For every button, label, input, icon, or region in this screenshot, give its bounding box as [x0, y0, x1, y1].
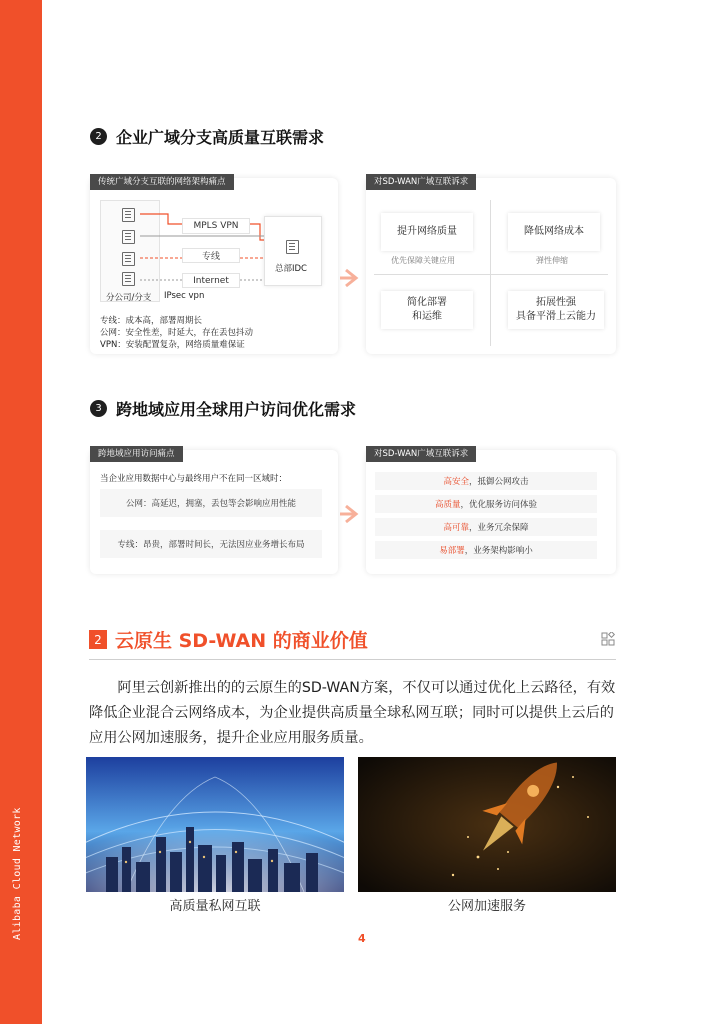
panel-tag: 对SD-WAN广域互联诉求	[366, 174, 476, 190]
city-network-photo	[86, 757, 344, 892]
requirement-item: 高可靠 ，业务冗余保障	[375, 518, 597, 536]
chapter-heading	[89, 626, 368, 653]
link-mpls-vpn: MPLS VPN	[182, 218, 250, 234]
pain-intro: 当企业应用数据中心与最终用户不在同一区域时：	[100, 474, 288, 484]
rocket-photo	[358, 757, 616, 892]
pain-item: 公网：高延迟，拥塞，丢包等会影响应用性能	[100, 489, 322, 517]
pain-note: 公网：安全性差，时延大，存在丢包抖动	[100, 328, 254, 338]
side-brand-text: Alibaba Cloud Network	[12, 807, 23, 940]
requirement-item: 高质量 ，优化服务访问体验	[375, 495, 597, 513]
section-title: 企业广域分支高质量互联需求	[116, 128, 325, 147]
link-internet: Internet	[182, 273, 240, 288]
pain-note: VPN：安装配置复杂，网络质量难保证	[100, 340, 245, 350]
section-number-badge: 3	[90, 400, 107, 417]
quad-divider-v	[490, 200, 491, 346]
body-paragraph: 阿里云创新推出的的云原生的SD-WAN方案，不仅可以通过优化上云路径，有效降低企业混合云网络成本，为企业提供高质量全球私网互联；同时可以提供上云后的应用公网加速服务，提升企业应用服务质量。	[89, 680, 616, 746]
architecture-pain-panel	[90, 178, 338, 354]
section-number-badge: 2	[90, 128, 107, 145]
pain-note: 专线：成本高，部署周期长	[100, 316, 203, 326]
branch-label: 分公司/分支	[106, 293, 152, 303]
chapter-divider	[89, 659, 616, 660]
link-ipsec-vpn: IPsec vpn	[164, 291, 205, 301]
apps-grid-icon	[601, 632, 615, 646]
chapter-title: 云原生 SD-WAN 的商业价值	[115, 630, 368, 652]
requirement-item: 易部署 ，业务架构影响小	[375, 541, 597, 559]
quad-divider-h	[374, 274, 608, 275]
quad-title: 简化部署 和运维	[381, 291, 473, 329]
section-title: 跨地域应用全球用户访问优化需求	[116, 400, 357, 419]
page-number: 4	[358, 932, 366, 945]
arrow-right-icon	[340, 502, 364, 526]
hq-idc-label: 总部IDC	[275, 264, 307, 274]
section-heading	[90, 397, 356, 420]
chapter-number: 2	[89, 630, 107, 649]
panel-tag: 传统广域分支互联的网络架构痛点	[90, 174, 234, 190]
panel-tag: 对SD-WAN广域互联诉求	[366, 446, 476, 462]
section-heading	[90, 125, 324, 148]
image-caption: 高质量私网互联	[169, 899, 261, 914]
quad-title: 提升网络质量	[381, 213, 473, 251]
sdwan-demand-panel	[366, 178, 616, 354]
pain-item: 专线：昂贵，部署时间长，无法因应业务增长布局	[100, 530, 322, 558]
quad-sub: 优先保障关键应用	[391, 256, 455, 265]
quad-sub: 弹性伸缩	[536, 256, 568, 265]
quad-title: 降低网络成本	[508, 213, 600, 251]
requirement-item: 高安全 ，抵御公网攻击	[375, 472, 597, 490]
panel-tag: 跨地域应用访问痛点	[90, 446, 183, 462]
link-dedicated-line: 专线	[182, 248, 240, 263]
quad-title: 拓展性强 具备平滑上云能力	[508, 291, 604, 329]
arrow-right-icon	[340, 266, 364, 290]
image-caption: 公网加速服务	[447, 899, 526, 914]
datacenter-icon	[286, 240, 299, 254]
